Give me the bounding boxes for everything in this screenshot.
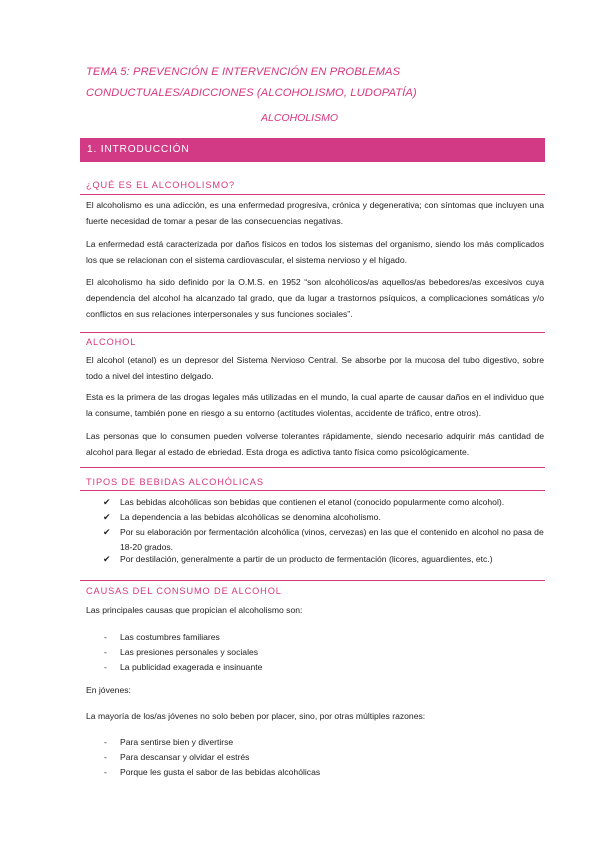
document-title: TEMA 5: PREVENCIÓN E INTERVENCIÓN EN PROBLEMAS CONDUCTUALES/ADICCIONES (ALCOHOLISMO, LUDOPATÍA): [86, 66, 417, 99]
list-item: - Para sentirse bien y divertirse: [104, 737, 234, 747]
dash-marker: -: [104, 632, 107, 642]
section-heading-band: [80, 138, 545, 162]
list-item: ✔ Por su elaboración por fermentación alcohólica (vinos, cervezas) en las que el contenido en alcohol no pasa de 18-20 grados.: [103, 527, 544, 552]
list-item: - La publicidad exagerada e insinuante: [104, 662, 263, 672]
subheading-rule: [80, 490, 545, 491]
checkmark-icon: ✔: [103, 554, 111, 564]
dash-marker: -: [104, 752, 107, 762]
list-item: ✔ Por destilación, generalmente a partir de un producto de fermentación (licores, aguardientes, etc.): [104, 552, 544, 567]
subheading-tipos: TIPOS DE BEBIDAS ALCOHÓLICAS: [86, 477, 264, 487]
checkmark-icon: ✔: [103, 512, 111, 522]
subheading-rule: [80, 467, 545, 468]
dash-marker: -: [104, 662, 107, 672]
list-item: - Las presiones personales y sociales: [104, 647, 259, 657]
checkmark-icon: ✔: [103, 527, 111, 537]
paragraph: En jóvenes:: [86, 685, 131, 695]
list-item: - Para descansar y olvidar el estrés: [104, 752, 250, 762]
paragraph: El alcohol (etanol) es un depresor del Sistema Nervioso Central. Se absorbe por la mucosa del tubo digestivo, sobre todo a nivel del intestino delgado.: [86, 355, 544, 381]
paragraph: El alcoholismo es una adicción, es una enfermedad progresiva, crónica y degenerativa; con síntomas que incluyen una fuerte necesidad de tomar a pesar de las consecuencias negativas.: [86, 200, 544, 226]
subheading-causas: CAUSAS DEL CONSUMO DE ALCOHOL: [86, 586, 282, 596]
paragraph: Las personas que lo consumen pueden volverse tolerantes rápidamente, siendo necesario adquirir más cantidad de alcohol para llegar al estado de ebriedad. Esta droga es adictiva tanto física como psicológicamente.: [86, 431, 544, 457]
paragraph: Esta es la primera de las drogas legales más utilizadas en el mundo, la cual aparte de causar daños en el individuo que la consume, también pone en riesgo a su entorno (actitudes violentas, accidente de tráfico, entre otros).: [86, 392, 544, 418]
paragraph: El alcoholismo ha sido definido por la O.M.S. en 1952 “son alcohólicos/as aquellos/as bebedores/as excesivos cuya dependencia del alcohol ha alcanzado tal grado, que da lugar a trastornos psíquicos, a complicaciones somáticas y/o conflictos en sus relaciones interpersonales y sus funciones sociales”.: [86, 277, 544, 319]
subheading-rule: [80, 332, 545, 333]
dash-marker: -: [104, 737, 107, 747]
subheading-rule: [80, 194, 545, 195]
dash-marker: -: [104, 767, 107, 777]
subheading-alcohol: ALCOHOL: [86, 337, 137, 347]
section-heading: 1. INTRODUCCIÓN: [87, 144, 190, 155]
subheading-que-es: ¿QUÉ ES EL ALCOHOLISMO?: [86, 180, 236, 190]
list-item: ✔ La dependencia a las bebidas alcohólicas se denomina alcoholismo.: [104, 510, 544, 525]
list-item: - Porque les gusta el sabor de las bebidas alcohólicas: [104, 767, 321, 777]
paragraph: La mayoría de los/as jóvenes no solo beben por placer, sino, por otras múltiples razones:: [86, 711, 426, 721]
checkmark-icon: ✔: [103, 497, 111, 507]
list-item: ✔ Las bebidas alcohólicas son bebidas que contienen el etanol (conocido popularmente como alcohol).: [104, 495, 544, 510]
subheading-rule: [80, 580, 545, 581]
paragraph: La enfermedad está caracterizada por daños físicos en todos los sistemas del organismo, siendo los más complicados los que se relacionan con el sistema cardiovascular, el sistema nervioso y el hígado.: [86, 239, 544, 265]
list-item: - Las costumbres familiares: [104, 632, 220, 642]
paragraph: Las principales causas que propician el alcoholismo son:: [86, 605, 303, 615]
dash-marker: -: [104, 647, 107, 657]
document-subtitle: ALCOHOLISMO: [260, 112, 339, 124]
